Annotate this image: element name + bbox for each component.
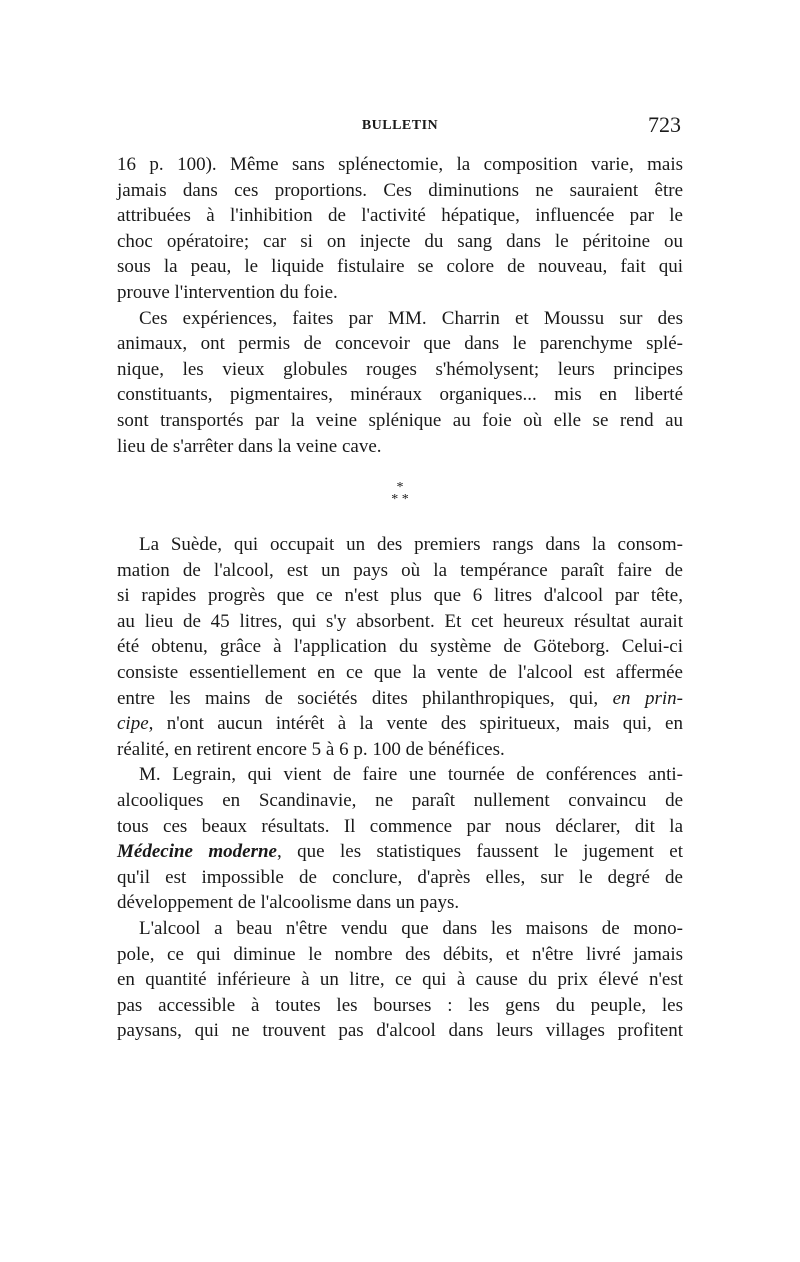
text-line bbox=[117, 711, 683, 737]
text-line bbox=[117, 686, 683, 712]
paragraph-experiences bbox=[117, 306, 683, 460]
text-line: Ces expériences, faites par MM. Charrin et Moussu sur des bbox=[139, 307, 683, 329]
italic-phrase: en prin- bbox=[612, 687, 683, 709]
text-line: pole, ce qui diminue le nombre des débits, et n'être livré jamais bbox=[117, 943, 683, 965]
text-block-lower bbox=[117, 532, 683, 1044]
text-line: développement de l'alcoolisme dans un pays. bbox=[117, 892, 460, 914]
text-block-upper bbox=[117, 152, 683, 459]
text-line: choc opératoire; car si on injecte du sang dans le péritoine ou bbox=[117, 230, 683, 252]
text-line: sous la peau, le liquide fistulaire se colore de nouveau, fait qui bbox=[117, 256, 683, 278]
text-line: paysans, qui ne trouvent pas d'alcool dans leurs villages profitent bbox=[117, 1020, 683, 1042]
text-line: au lieu de 45 litres, qui s'y absorbent. Et cet heureux résultat aurait bbox=[117, 610, 683, 632]
page-number: 723 bbox=[648, 112, 681, 137]
text-line: alcooliques en Scandinavie, ne paraît nullement convaincu de bbox=[117, 789, 683, 811]
section-separator-asterism bbox=[370, 482, 430, 512]
text-line: L'alcool a beau n'être vendu que dans les maisons de mono- bbox=[139, 917, 683, 939]
text-line: réalité, en retirent encore 5 à 6 p. 100 de bénéfices. bbox=[117, 738, 505, 760]
text-line: tous ces beaux résultats. Il commence par nous déclarer, dit la bbox=[117, 815, 683, 837]
asterism-bottom: * * bbox=[391, 492, 409, 507]
text-line: prouve l'intervention du foie. bbox=[117, 281, 338, 303]
text-line: pas accessible à toutes les bourses : les gens du peuple, les bbox=[117, 994, 683, 1016]
text-line: animaux, ont permis de concevoir que dans le parenchyme splé- bbox=[117, 333, 683, 355]
paragraph-continuation bbox=[117, 152, 683, 306]
text-run: entre les mains de sociétés dites philanthropiques, qui, bbox=[117, 687, 613, 709]
text-line: qu'il est impossible de conclure, d'après elles, sur le degré de bbox=[117, 866, 683, 888]
text-line: si rapides progrès que ce n'est plus que 6 litres d'alcool par tête, bbox=[117, 585, 683, 607]
text-line: consiste essentiellement en ce que la vente de l'alcool est affermée bbox=[117, 661, 683, 683]
paragraph-suede bbox=[117, 532, 683, 762]
paragraph-legrain bbox=[117, 762, 683, 916]
text-run: , que les statistiques faussent le jugement et bbox=[277, 841, 684, 863]
text-run: , n'ont aucun intérêt à la vente des spiritueux, mais qui, en bbox=[148, 713, 683, 735]
text-line: jamais dans ces proportions. Ces diminutions ne sauraient être bbox=[117, 179, 683, 201]
text-line: mation de l'alcool, est un pays où la tempérance paraît faire de bbox=[117, 559, 683, 581]
journal-title: Médecine moderne bbox=[117, 841, 277, 863]
italic-phrase: cipe bbox=[117, 713, 149, 735]
text-line: en quantité inférieure à un litre, ce qui à cause du prix élevé n'est bbox=[117, 969, 683, 991]
text-line: constituants, pigmentaires, minéraux organiques... mis en liberté bbox=[117, 384, 683, 406]
paragraph-alcool bbox=[117, 916, 683, 1044]
text-line: M. Legrain, qui vient de faire une tournée de conférences anti- bbox=[139, 764, 683, 786]
running-title: BULLETIN bbox=[361, 118, 439, 133]
text-line: La Suède, qui occupait un des premiers rangs dans la consom- bbox=[139, 534, 683, 555]
text-line: 16 p. 100). Même sans splénectomie, la composition varie, mais bbox=[117, 154, 683, 175]
text-line: lieu de s'arrêter dans la veine cave. bbox=[117, 435, 382, 457]
text-line: été obtenu, grâce à l'application du système de Göteborg. Celui-ci bbox=[117, 636, 683, 658]
text-line: nique, les vieux globules rouges s'hémolysent; leurs principes bbox=[117, 358, 683, 380]
text-line: attribuées à l'inhibition de l'activité hépatique, influencée par le bbox=[117, 205, 683, 227]
text-line bbox=[117, 839, 683, 865]
asterism-top: * bbox=[396, 480, 404, 495]
text-line: sont transportés par la veine splénique au foie où elle se rend au bbox=[117, 409, 683, 431]
page-header bbox=[117, 112, 683, 142]
